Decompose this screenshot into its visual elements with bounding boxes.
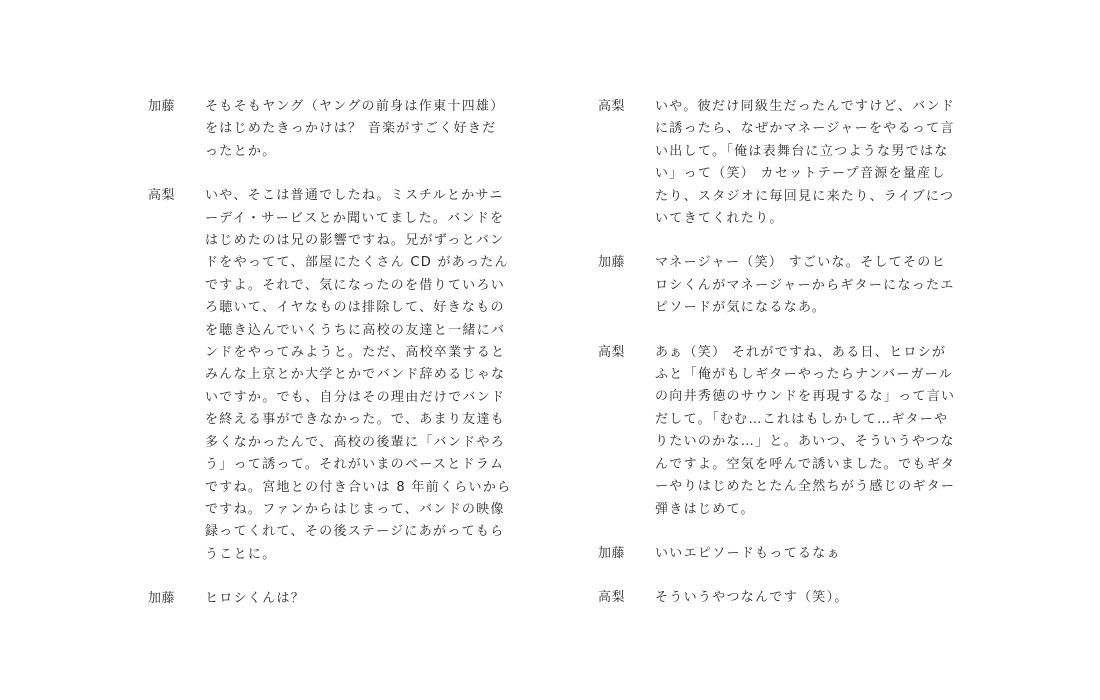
dialogue-text xyxy=(205,96,510,163)
text-line: んですよ。空気を呼んで誘いました。でもギタ xyxy=(655,456,956,472)
text-line: を聴き込んでいくうちに高校の友達と一緒にバ xyxy=(205,322,506,338)
text-line: りたいのかな…」と。あいつ、そういうやつな xyxy=(655,434,955,450)
dialogue-entry xyxy=(598,342,968,521)
text-line: に誘ったら、なぜかマネージャーをやるって言 xyxy=(655,121,955,137)
speaker-name: 高梨 xyxy=(148,188,176,204)
text-line: ろ聴いて、イヤなものは排除して、好きなもの xyxy=(205,300,505,316)
speaker-name: 高梨 xyxy=(598,590,626,606)
text-line: いですか。でも、自分はその理由だけでバンド xyxy=(205,389,506,405)
text-line: あぁ（笑） それがですね、ある日、ヒロシが xyxy=(655,344,947,360)
dialogue-text xyxy=(655,543,960,565)
text-line: う」って誘って。それがいまのベースとドラム xyxy=(205,457,505,473)
text-line: をはじめたきっかけは？ 音楽がすごく好きだ xyxy=(205,121,497,137)
left-column xyxy=(148,96,518,633)
text-line: ピソードが気になるなあ。 xyxy=(655,300,827,316)
dialogue-entry xyxy=(148,96,518,163)
text-line: 弾きはじめて。 xyxy=(655,501,755,517)
speaker-name: 加藤 xyxy=(598,545,626,561)
right-column xyxy=(598,96,968,632)
dialogue-text xyxy=(205,588,510,610)
text-line: そういうやつなんです（笑）。 xyxy=(655,590,849,606)
text-line: い」って（笑） カセットテープ音源を量産し xyxy=(655,166,946,182)
dialogue-entry xyxy=(598,543,968,565)
text-line: 録ってくれて、その後ステージにあがってもら xyxy=(205,524,505,540)
text-line: ロシくんがマネージャーからギターになったエ xyxy=(655,277,955,293)
text-line: 多くなかったんで、高校の後輩に「バンドやろ xyxy=(205,434,506,450)
speaker-name: 高梨 xyxy=(598,99,626,114)
text-line: そもそもヤング（ヤングの前身は作東十四雄） xyxy=(205,99,505,114)
text-line: ったとか。 xyxy=(205,143,277,159)
text-line: いや、そこは普通でしたね。ミスチルとかサニ xyxy=(205,188,504,204)
text-line: ですね。ファンからはじまって、バンドの映像 xyxy=(205,501,505,517)
dialogue-text xyxy=(655,587,960,609)
dialogue-entry xyxy=(148,588,518,610)
text-line: ーやりはじめたとたん全然ちがう感じのギター xyxy=(655,479,956,495)
text-line: ですね。宮地との付き合いは 8 年前くらいから xyxy=(205,479,512,495)
text-line: いいエピソードもってるなぁ xyxy=(655,545,841,561)
text-line: の向井秀徳のサウンドを再現するな」って言い xyxy=(655,389,956,405)
text-line: いてきてくれたり。 xyxy=(655,211,784,227)
text-line: ですよ。それで、気になったのを借りていろい xyxy=(205,277,506,293)
dialogue-text xyxy=(655,342,960,521)
text-line: たり、スタジオに毎回見に来たり、ライブにつ xyxy=(655,188,955,204)
text-line: ふと「俺がもしギターやったらナンバーガール xyxy=(655,367,954,383)
speaker-name: 加藤 xyxy=(598,255,626,271)
dialogue-text xyxy=(655,252,960,319)
speaker-name: 加藤 xyxy=(148,591,176,607)
speaker-name: 加藤 xyxy=(148,99,176,114)
text-line: マネージャー（笑） すごいな。そしてそのヒ xyxy=(655,255,946,271)
text-line: ヒロシくんは？ xyxy=(205,591,306,607)
speaker-name: 高梨 xyxy=(598,344,626,360)
dialogue-entry xyxy=(148,185,518,566)
dialogue-entry xyxy=(598,587,968,609)
dialogue-entry xyxy=(598,252,968,319)
text-line: ドをやってて、部屋にたくさん CD があったん xyxy=(205,255,509,271)
text-line: ーデイ・サービスとか聞いてました。バンドを xyxy=(205,210,505,226)
text-line: みんな上京とか大学とかでバンド辞めるじゃな xyxy=(205,367,506,383)
text-line: ンドをやってみようと。ただ、高校卒業すると xyxy=(205,345,506,361)
dialogue-text xyxy=(205,185,510,566)
text-line: はじめたのは兄の影響ですね。兄がずっとバン xyxy=(205,233,505,249)
text-line: い出して。「俺は表舞台に立つような男ではな xyxy=(655,143,949,159)
text-line: だして。「むむ…これはもしかして…ギターや xyxy=(655,411,949,427)
dialogue-text xyxy=(655,96,960,230)
text-line: いや。彼だけ同級生だったんですけど、バンド xyxy=(655,99,956,114)
text-line: を終える事ができなかった。で、あまり友達も xyxy=(205,412,506,428)
text-line: うことに。 xyxy=(205,546,277,562)
dialogue-entry xyxy=(598,96,968,230)
